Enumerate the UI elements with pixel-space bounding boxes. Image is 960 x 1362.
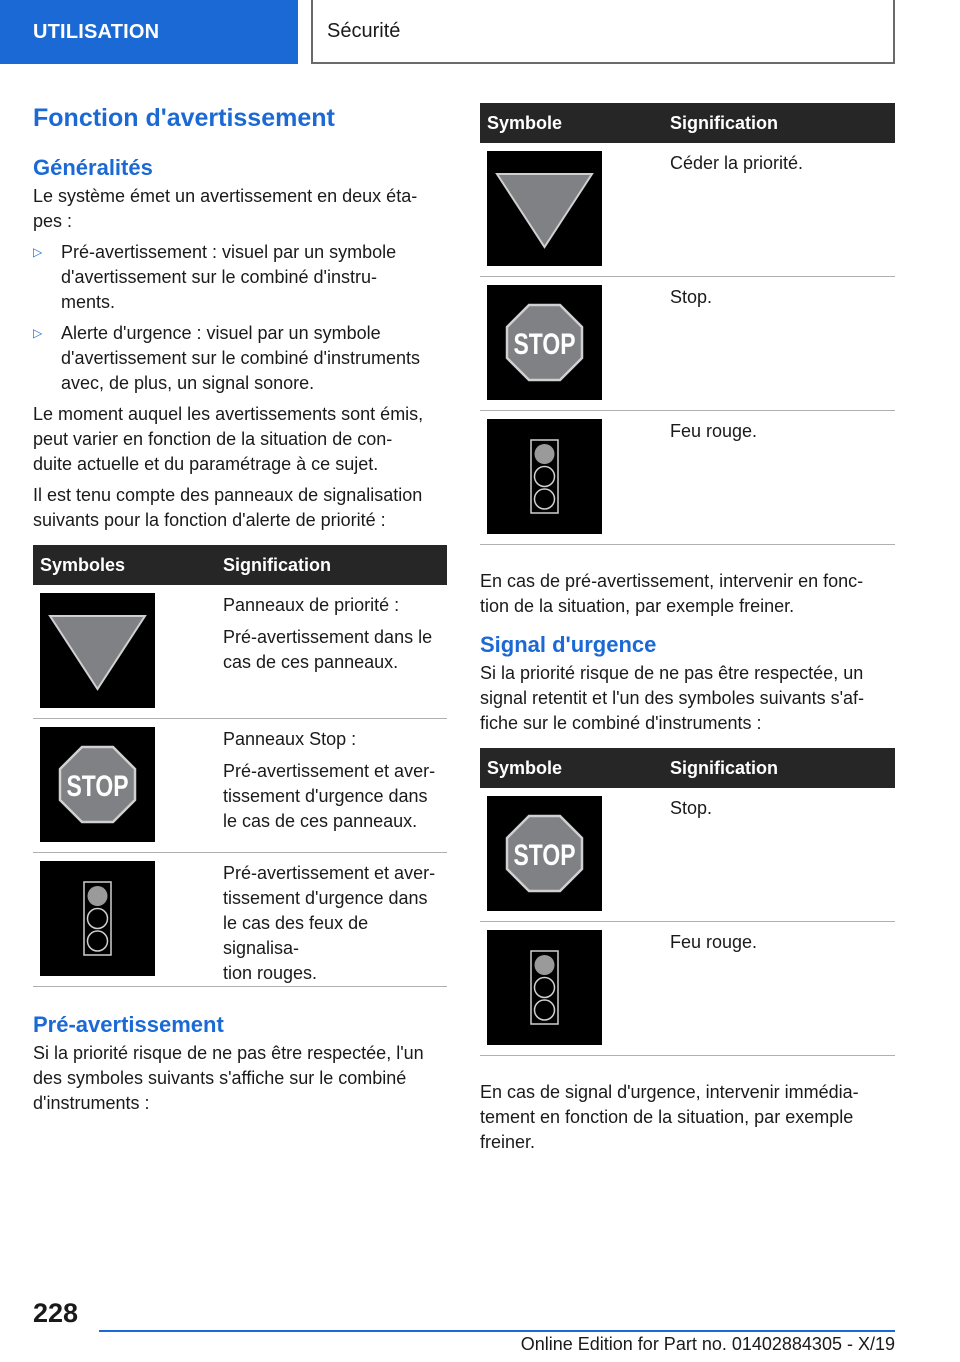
section-label: UTILISATION [33, 20, 160, 43]
table-row: STOP Stop. [480, 788, 895, 922]
section-tab[interactable] [0, 0, 298, 64]
svg-text:STOP: STOP [513, 328, 576, 361]
pre-warning-heading: Pré-avertissement [33, 1012, 224, 1037]
bullet-text: Pré-avertissement : visuel par un symbole d'avertissement sur le combiné d'instru- ments. [61, 242, 397, 312]
yield-sign-icon [487, 151, 602, 266]
table-header-meaning: Signification [652, 103, 895, 143]
edition-label: Online Edition for Part no. 01402884305 - X/19 [520, 1334, 895, 1354]
table-row: Feu rouge. [480, 411, 895, 545]
yield-sign-icon [40, 593, 155, 708]
general-heading: Généralités [33, 155, 153, 180]
timing-paragraph: Le moment auquel les avertissements sont émis, peut varier en fonction de la situation de con- duite actuelle et du paramétrage à ce sujet. [33, 404, 424, 474]
svg-text:STOP: STOP [66, 770, 129, 803]
pre-warning-text: Si la priorité risque de ne pas être respectée, l'un des symboles suivants s'affiche sur le combiné d'instruments : [33, 1043, 424, 1113]
footer-divider [99, 1330, 895, 1332]
left-column [33, 100, 447, 1116]
red-light-icon [487, 419, 602, 534]
table-row: Pré-avertissement et aver- tissement d'urgence dans le cas des feux de signalisa- tion rouges. [33, 853, 447, 987]
bullet-triangle-icon: ▷ [33, 245, 43, 259]
red-light-icon [40, 861, 155, 976]
bullet-triangle-icon: ▷ [33, 326, 43, 340]
red-light-icon [487, 930, 602, 1045]
page-title: Fonction d'avertissement [33, 104, 335, 132]
right-column [480, 103, 895, 1155]
urgent-symbols-table [480, 748, 895, 1056]
bullet-item [33, 240, 447, 315]
table-row: Panneaux de priorité : Pré-avertissement dans le cas de ces panneaux. [33, 585, 447, 719]
pre-warning-symbols-table [480, 103, 895, 545]
stop-sign-icon [40, 727, 155, 842]
signs-paragraph: Il est tenu compte des panneaux de signalisation suivants pour la fonction d'alerte de priorité : [33, 485, 423, 530]
urgent-signal-text: Si la priorité risque de ne pas être respectée, un signal retentit et l'un des symboles suivants s'af- fiche sur le combiné d'instruments : [480, 663, 865, 733]
stop-sign-icon [487, 796, 602, 911]
intro-text: Le système émet un avertissement en deux éta- pes : [33, 186, 418, 231]
table-row: Feu rouge. [480, 922, 895, 1056]
table-header-meaning: Signification [652, 748, 895, 788]
bullet-text: Alerte d'urgence : visuel par un symbole d'avertissement sur le combiné d'instruments avec, de plus, un signal sonore. [61, 323, 421, 393]
page-number: 228 [33, 1298, 79, 1328]
stop-sign-icon [487, 285, 602, 400]
bullet-item [33, 321, 447, 396]
topic-label: Sécurité [327, 19, 401, 42]
svg-text:STOP: STOP [513, 839, 576, 872]
topic-tab[interactable] [311, 0, 895, 64]
table-row: STOP Stop. [480, 277, 895, 411]
table-header-symbol: Symbole [480, 748, 652, 788]
table-header-meaning: Signification [205, 545, 447, 585]
pre-warning-advice: En cas de pré-avertissement, intervenir en fonc- tion de la situation, par exemple freiner. [480, 571, 864, 616]
urgent-signal-heading: Signal d'urgence [480, 632, 657, 657]
table-row: Céder la priorité. [480, 143, 895, 277]
table-header-symbol: Symbole [480, 103, 652, 143]
urgent-advice: En cas de signal d'urgence, intervenir immédia- tement en fonction de la situation, par exemple freiner. [480, 1082, 859, 1152]
priority-signs-table [33, 545, 447, 987]
table-row: STOP Panneaux Stop : Pré-avertissement et aver- tissement d'urgence dans le cas de ces panneaux. [33, 719, 447, 853]
table-header-symbol: Symboles [33, 545, 205, 585]
